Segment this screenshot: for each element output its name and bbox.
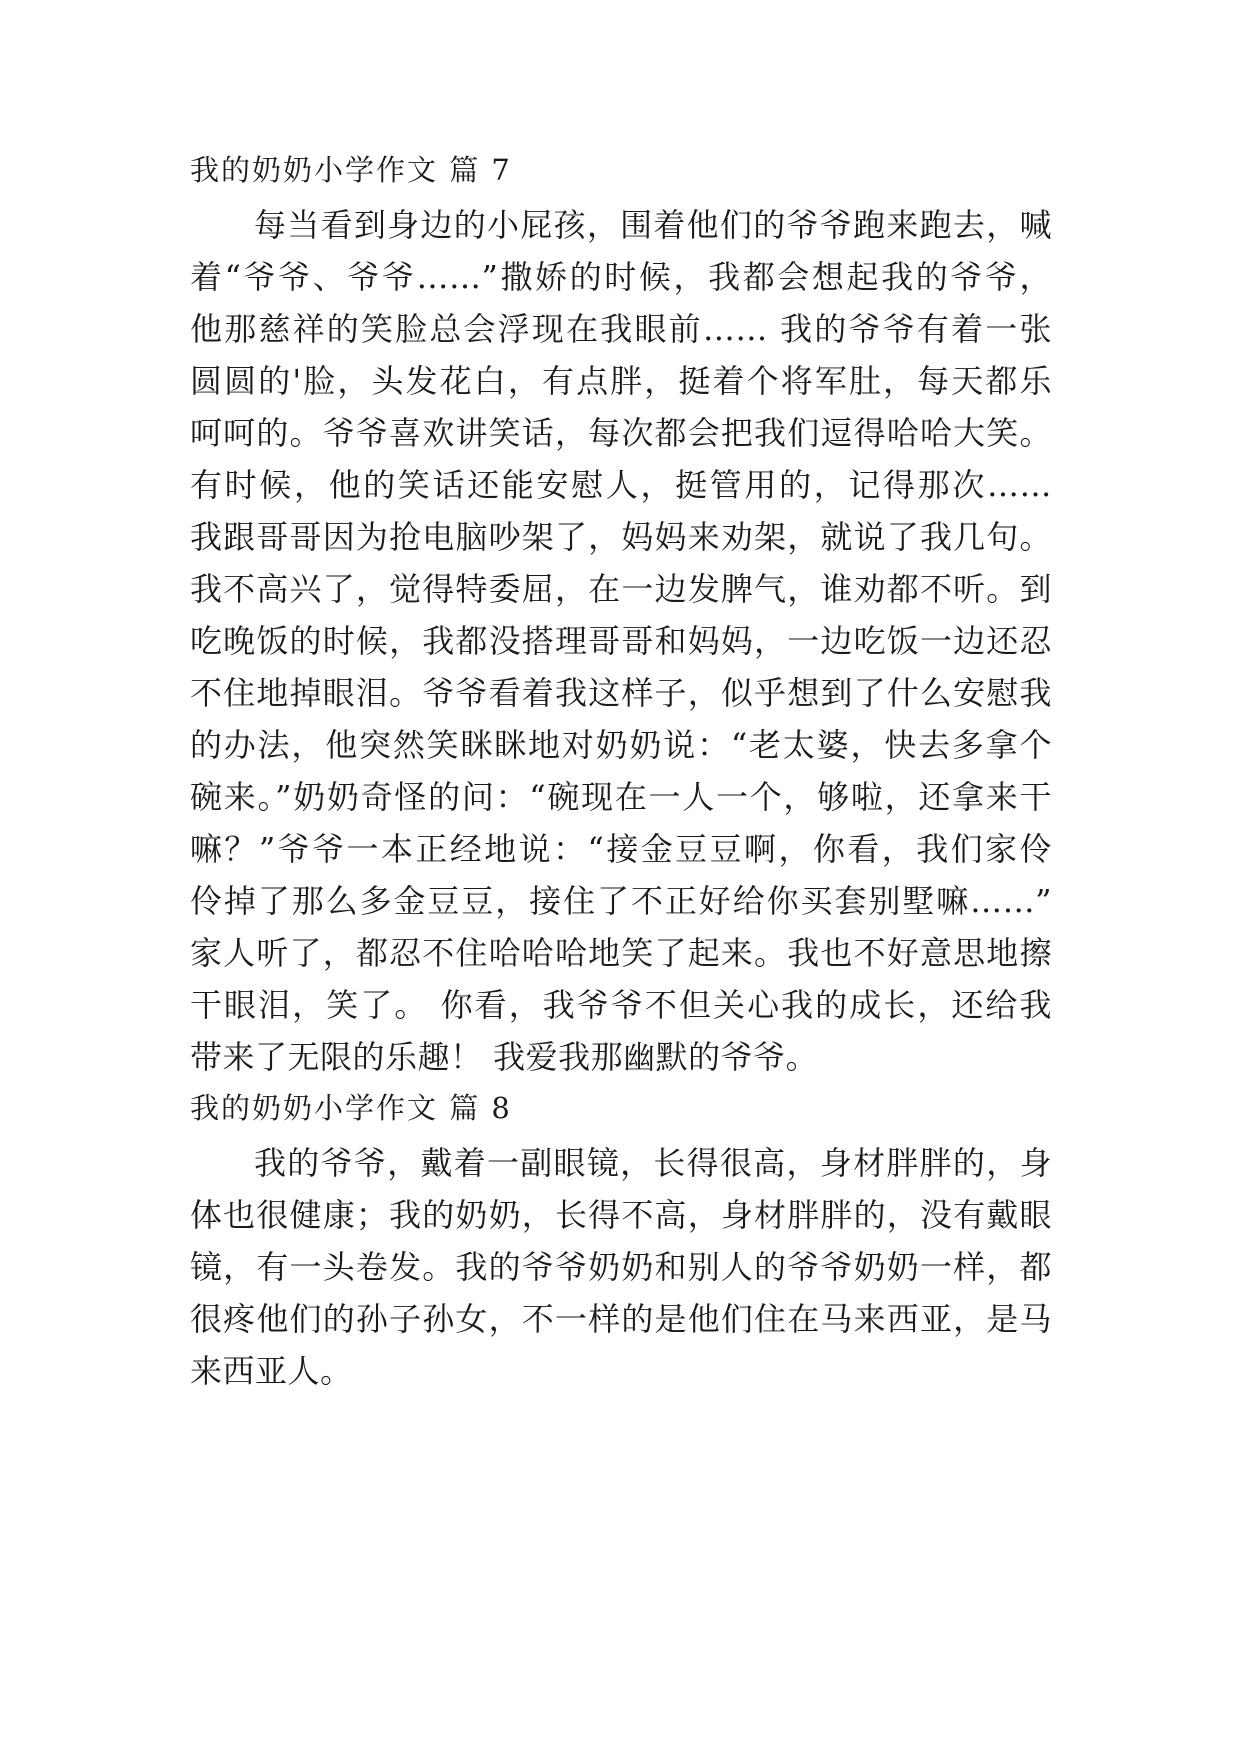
paragraph-line: 家人听了，都忍不住哈哈哈地笑了起来。我也不好意思地擦 (190, 934, 1052, 972)
section-heading: 我的奶奶小学作文 篇 7 (190, 153, 512, 187)
paragraph-line: 不住地掉眼泪。爷爷看着我这样子，似乎想到了什么安慰我 (190, 674, 1052, 712)
paragraph-line: 体也很健康；我的奶奶，长得不高，身材胖胖的，没有戴眼 (190, 1196, 1052, 1234)
paragraph-line: 圆圆的'脸，头发花白，有点胖，挺着个将军肚，每天都乐 (190, 362, 1052, 400)
paragraph-line: 着“爷爷、爷爷……”撒娇的时候，我都会想起我的爷爷， (190, 258, 1052, 296)
paragraph-line: 伶掉了那么多金豆豆，接住了不正好给你买套别墅嘛……” (190, 882, 1052, 920)
paragraph-line: 嘛？”爷爷一本正经地说：“接金豆豆啊，你看，我们家伶 (190, 830, 1052, 868)
paragraph-line: 带来了无限的乐趣！ 我爱我那幽默的爷爷。 (190, 1038, 819, 1076)
paragraph-line: 有时候，他的笑话还能安慰人，挺管用的，记得那次…… (190, 466, 1052, 504)
paragraph-line: 碗来。”奶奶奇怪的问：“碗现在一人一个，够啦，还拿来干 (190, 778, 1052, 816)
paragraph-line: 我跟哥哥因为抢电脑吵架了，妈妈来劝架，就说了我几句。 (190, 518, 1052, 556)
paragraph-line: 很疼他们的孙子孙女，不一样的是他们住在马来西亚，是马 (190, 1300, 1052, 1338)
paragraph-line: 呵呵的。爷爷喜欢讲笑话，每次都会把我们逗得哈哈大笑。 (190, 414, 1052, 452)
paragraph-line: 干眼泪，笑了。 你看，我爷爷不但关心我的成长，还给我 (190, 986, 1052, 1024)
paragraph-line: 的办法，他突然笑眯眯地对奶奶说：“老太婆，快去多拿个 (190, 726, 1052, 764)
paragraph-line: 来西亚人。 (190, 1352, 353, 1390)
paragraph-line: 镜，有一头卷发。我的爷爷奶奶和别人的爷爷奶奶一样，都 (190, 1248, 1052, 1286)
paragraph-line: 吃晚饭的时候，我都没搭理哥哥和妈妈，一边吃饭一边还忍 (190, 622, 1052, 660)
paragraph-line: 我的爷爷，戴着一副眼镜，长得很高，身材胖胖的，身 (254, 1144, 1052, 1182)
paragraph-line: 他那慈祥的笑脸总会浮现在我眼前…… 我的爷爷有着一张 (190, 310, 1052, 348)
paragraph-line: 每当看到身边的小屁孩，围着他们的爷爷跑来跑去，喊 (254, 206, 1052, 244)
paragraph-line: 我不高兴了，觉得特委屈，在一边发脾气，谁劝都不听。到 (190, 570, 1052, 608)
section-heading: 我的奶奶小学作文 篇 8 (190, 1091, 512, 1125)
